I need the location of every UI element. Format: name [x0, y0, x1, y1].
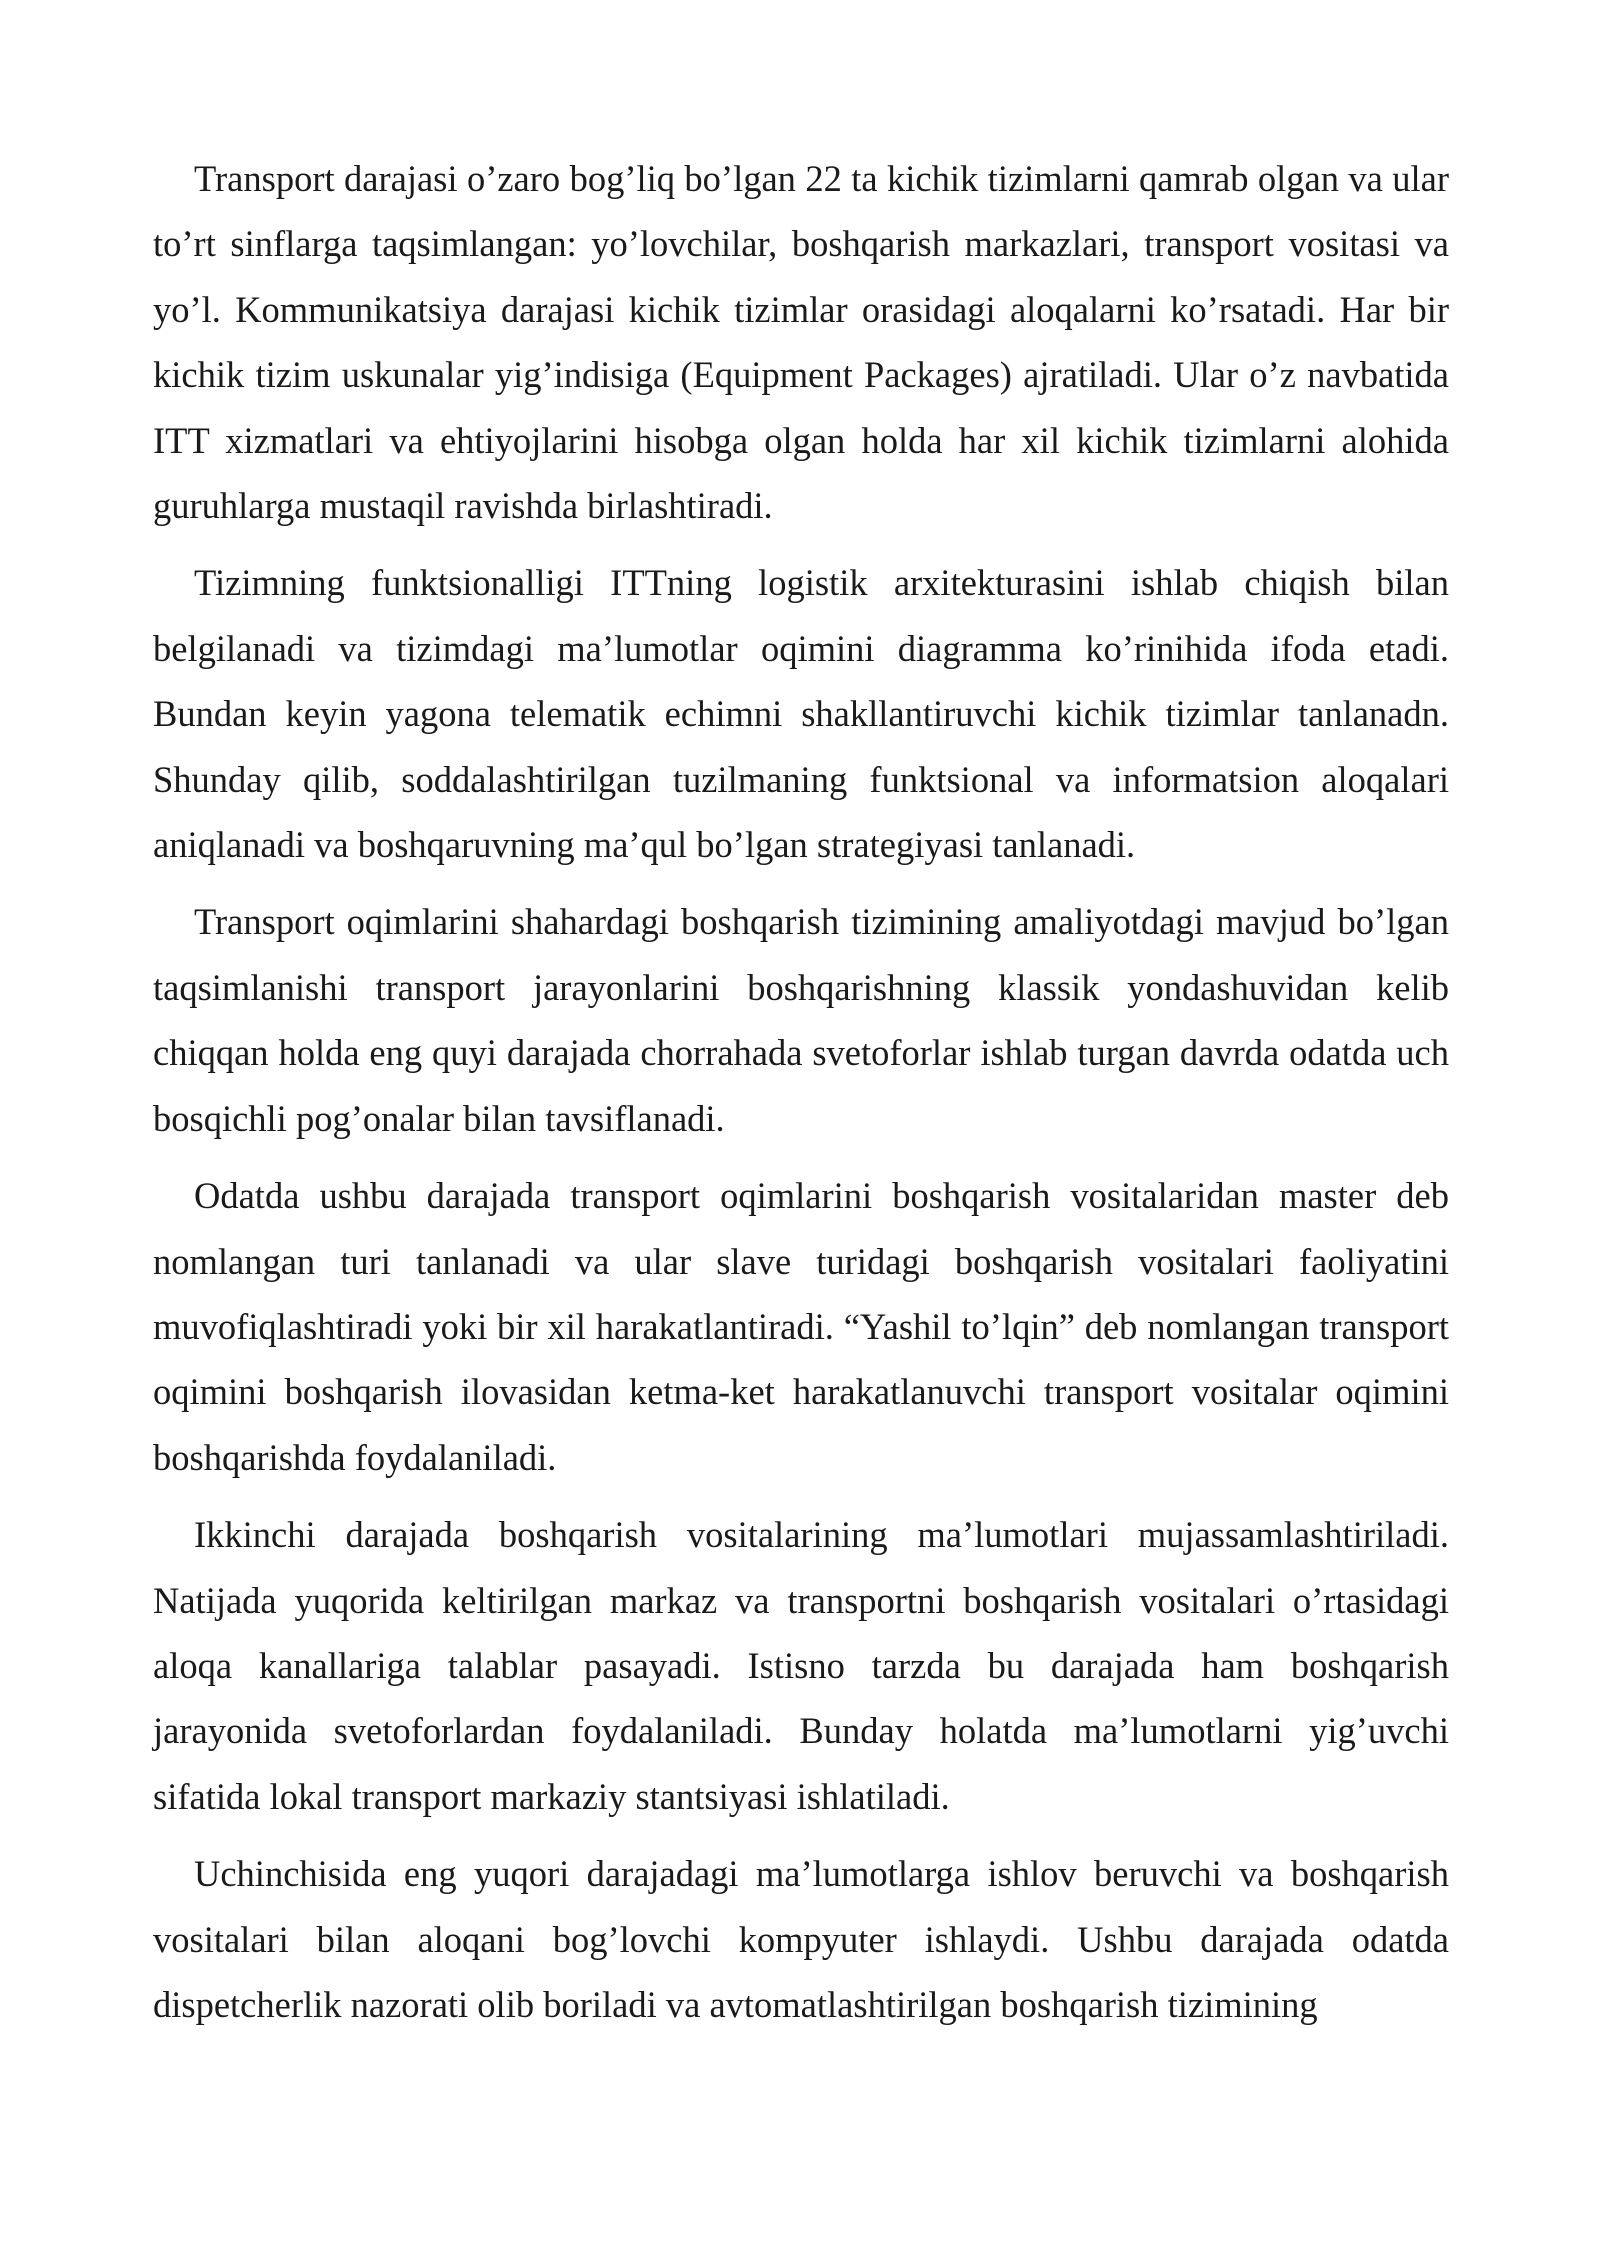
paragraph-6: Uchinchisida eng yuqori darajadagi ma’lumotlarga ishlov beruvchi va boshqarish vositalari bilan aloqani bog’lovchi kompyuter ishlaydi. Ushbu darajada odatda dispetcherlik nazorati olib boriladi va avtomatlashtirilgan boshqarish tizimining: [153, 1853, 1449, 2025]
document-body: [153, 146, 1449, 2049]
paragraph-1: Transport darajasi o’zaro bog’liq bo’lgan 22 ta kichik tizimlarni qamrab olgan va ular to’rt sinflarga taqsimlangan: yo’lovchilar, boshqarish markazlari, transport vositasi va yo’l. Kommunikatsiya darajasi kichik tizimlar orasidagi aloqalarni ko’rsatadi. Har bir kichik tizim uskunalar yig’indisiga (Equipment Packages) ajratiladi. Ular o’z navbatida ITT xizmatlari va ehtiyojlarini hisobga olgan holda har xil kichik tizimlarni alohida guruhlarga mustaqil ravishda birlashtiradi.: [153, 158, 1449, 527]
paragraph-3: Transport oqimlarini shahardagi boshqarish tizimining amaliyotdagi mavjud bo’lgan taqsimlanishi transport jarayonlarini boshqarishning klassik yondashuvidan kelib chiqqan holda eng quyi darajada chorrahada svetoforlar ishlab turgan davrda odatda uch bosqichli pog’onalar bilan tavsiflanadi.: [153, 901, 1449, 1139]
paragraph-4: Odatda ushbu darajada transport oqimlarini boshqarish vositalaridan master deb nomlangan turi tanlanadi va ular slave turidagi boshqarish vositalari faoliyatini muvofiqlashtiradi yoki bir xil harakatlantiradi. “Yashil to’lqin” deb nomlangan transport oqimini boshqarish ilovasidan ketma-ket harakatlanuvchi transport vositalar oqimini boshqarishda foydalaniladi.: [153, 1175, 1449, 1478]
paragraph-2: Tizimning funktsionalligi ITTning logistik arxitekturasini ishlab chiqish bilan belgilanadi va tizimdagi ma’lumotlar oqimini diagramma ko’rinihida ifoda etadi. Bundan keyin yagona telematik echimni shakllantiruvchi kichik tizimlar tanlanadn. Shunday qilib, soddalashtirilgan tuzilmaning funktsional va informatsion aloqalari aniqlanadi va boshqaruvning ma’qul bo’lgan strategiyasi tanlanadi.: [153, 562, 1449, 866]
paragraph-5: Ikkinchi darajada boshqarish vositalarining ma’lumotlari mujassamlashtiriladi. Natijada yuqorida keltirilgan markaz va transportni boshqarish vositalari o’rtasidagi aloqa kanallariga talablar pasayadi. Istisno tarzda bu darajada ham boshqarish jarayonida svetoforlardan foydalaniladi. Bunday holatda ma’lumotlarni yig’uvchi sifatida lokal transport markaziy stantsiyasi ishlatiladi.: [153, 1514, 1449, 1817]
